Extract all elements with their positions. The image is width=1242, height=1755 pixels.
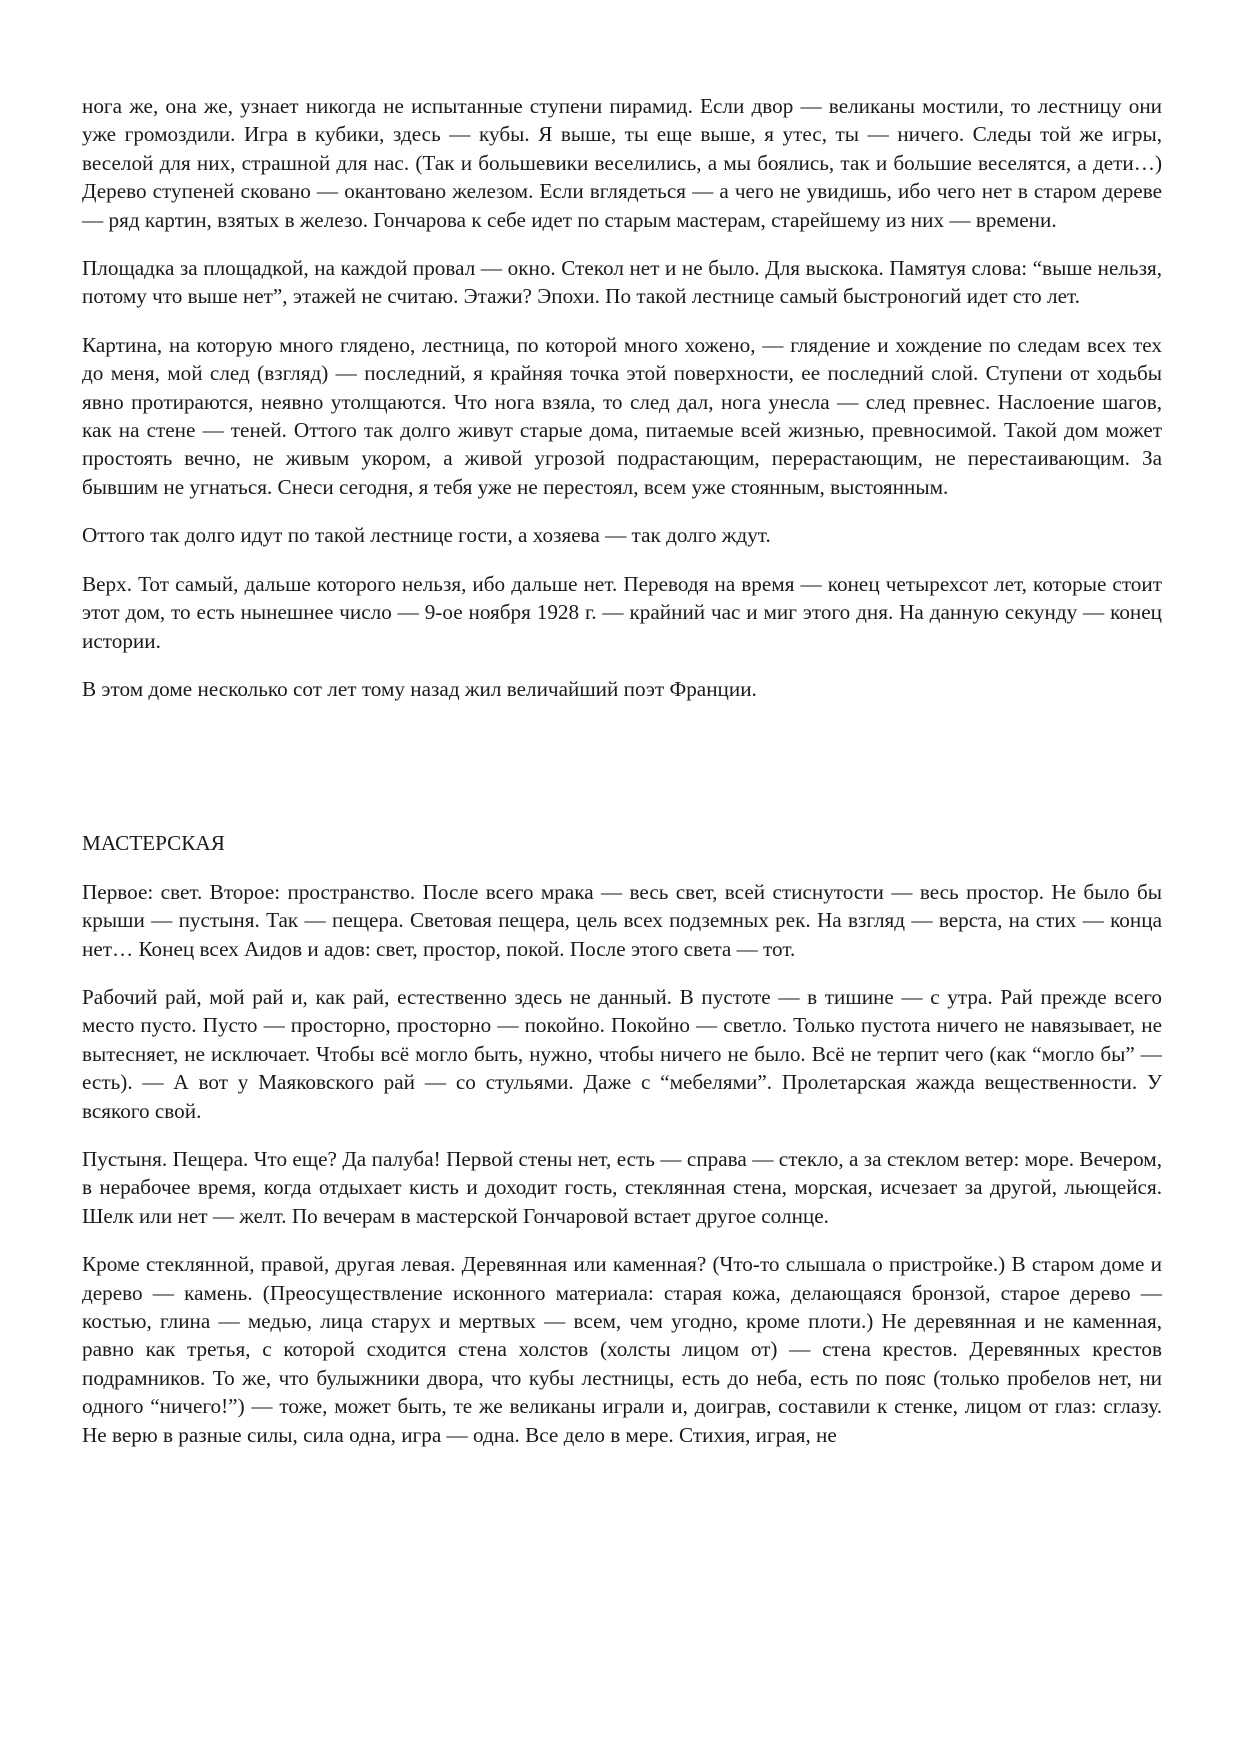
paragraph: Площадка за площадкой, на каждой провал — окно. Стекол нет и не было. Для выскока. Памятуя слова: “выше нельзя, потому что выше нет”, этажей не считаю. Этажи? Эпохи. По такой лестнице самый быстроногий идет сто лет. (82, 256, 1162, 309)
paragraph: нога же, она же, узнает никогда не испытанные ступени пирамид. Если двор — великаны мостили, то лестницу они уже громоздили. Игра в кубики, здесь — кубы. Я выше, ты еще выше, я утес, ты — ничего. Следы той же игры, веселой для них, страшной для нас. (Так и большевики веселились, а мы боялись, так и большие веселятся, а дети…) Дерево ступеней сковано — окантовано железом. Если вглядеться — а чего не увидишь, ибо чего нет в старом дереве — ряд картин, взятых в железо. Гончарова к себе идет по старым мастерам, старейшему из них — времени. (82, 94, 1162, 232)
paragraph: Оттого так долго идут по такой лестнице гости, а хозяева — так долго ждут. (82, 523, 771, 548)
paragraph: Первое: свет. Второе: пространство. После всего мрака — весь свет, всей стиснутости — весь простор. Не было бы крыши — пустыня. Так — пещера. Световая пещера, цель всех подземных рек. На взгляд — верста, на стих — конца нет… Конец всех Аидов и адов: свет, простор, покой. После этого света — тот. (82, 879, 1162, 961)
paragraph: Пустыня. Пещера. Что еще? Да палуба! Первой стены нет, есть — справа — стекло, а за стеклом ветер: море. Вечером, в нерабочее время, когда отдыхает кисть и доходит гость, стеклянная стена, морская, исчезает за другой, льющейся. Шелк или нет — желт. По вечерам в мастерской Гончаровой встает другое солнце. (82, 1146, 1162, 1228)
section-workshop (82, 829, 1162, 1449)
paragraph: Рабочий рай, мой рай и, как рай, естественно здесь не данный. В пустоте — в тишине — с утра. Рай прежде всего место пусто. Пусто — просторно, просторно — покойно. Покойно — светло. Только пустота ничего не навязывает, не вытесняет, не исключает. Чтобы всё могло быть, нужно, чтобы ничего не было. Всё не терпит чего (как “могло бы” — есть). — А вот у Маяковского рай — со стульями. Даже с “мебелями”. Пролетарская жажда вещественности. У всякого свой. (82, 984, 1162, 1123)
section-staircase (82, 92, 1162, 703)
paragraph: В этом доме несколько сот лет тому назад жил величайший поэт Франции. (82, 676, 757, 701)
document-page (82, 92, 1162, 1469)
paragraph: Кроме стеклянной, правой, другая левая. Деревянная или каменная? (Что-то слышала о пристройке.) В старом доме и дерево — камень. (Преосуществление исконного материала: старая кожа, делающаяся бронзой, старое дерево — костью, глина — медью, лица старух и мертвых — всем, чем угодно, кроме плоти.) Не деревянная и не каменная, равно как третья, с которой сходится стена холстов (холсты лицом от) — стена крестов. Деревянных крестов подрамников. То же, что булыжники двора, что кубы лестницы, есть до неба, есть по пояс (только пробелов нет, ни одного “ничего!”) — тоже, может быть, те же великаны играли и, доиграв, составили к стенке, лицом от глаз: сглазу. Не верю в разные силы, сила одна, игра — одна. Все дело в мере. Стихия, играя, не (82, 1252, 1162, 1447)
section-heading: МАСТЕРСКАЯ (82, 831, 225, 856)
paragraph: Картина, на которую много глядено, лестница, по которой много хожено, — глядение и хождение по следам всех тех до меня, мой след (взгляд) — последний, я крайняя точка этой поверхности, ее последний слой. Ступени от ходьбы явно протираются, неявно утолщаются. Что нога взяла, то след дал, нога унесла — след превнес. Наслоение шагов, как на стене — теней. Оттого так долго живут старые дома, питаемые всей жизнью, превносимой. Такой дом может простоять вечно, не живым укором, а живой угрозой подрастающим, перерастающим, не перестаивающим. За бывшим не угнаться. Снеси сегодня, я тебя уже не перестоял, всем уже стоянным, выстоянным. (82, 332, 1162, 499)
paragraph: Верх. Тот самый, дальше которого нельзя, ибо дальше нет. Переводя на время — конец четырехсот лет, которые стоит этот дом, то есть нынешнее число — 9-ое ноября 1928 г. — крайний час и миг этого дня. На данную секунду — конец истории. (82, 571, 1162, 653)
